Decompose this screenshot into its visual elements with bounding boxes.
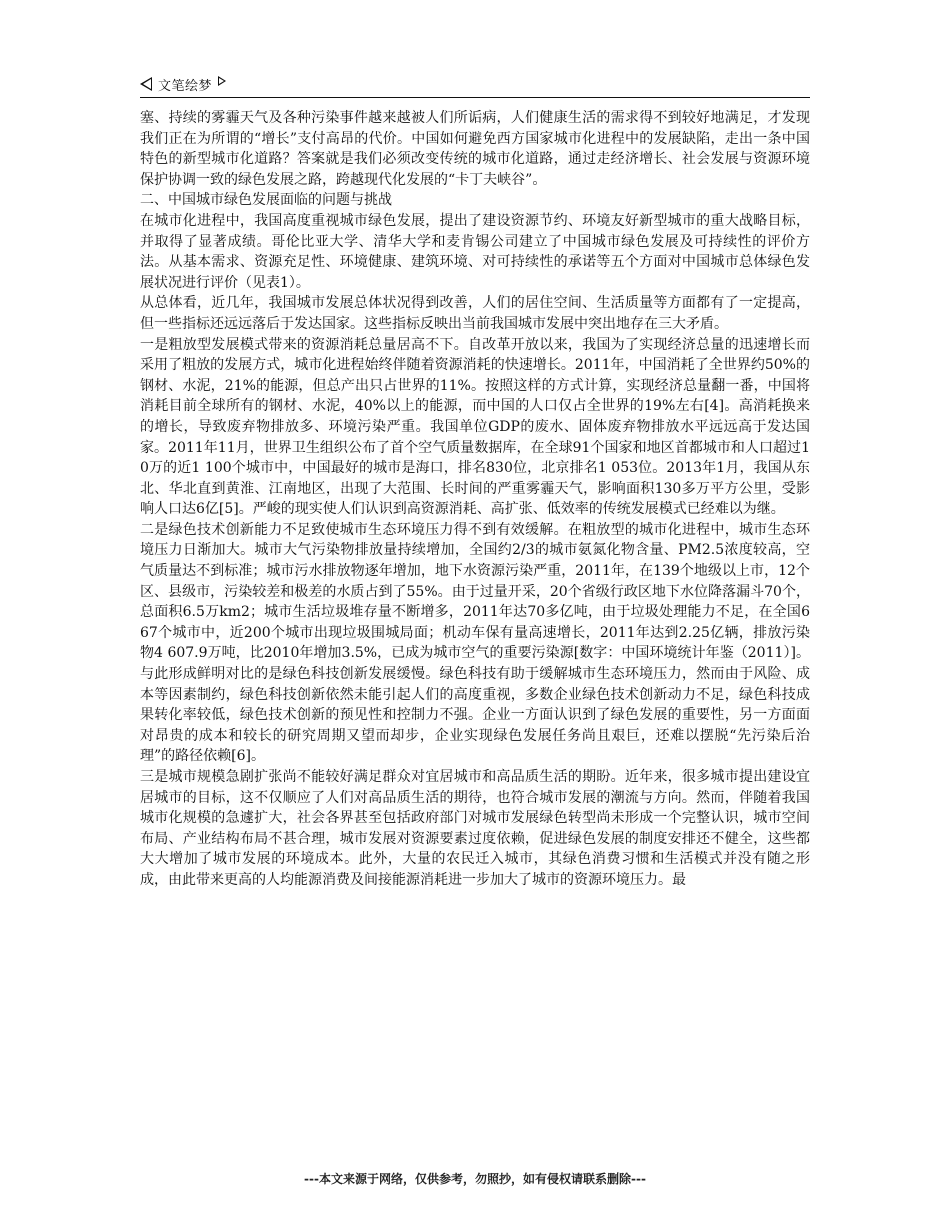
section-heading: 二、中国城市绿色发展面临的问题与挑战 — [140, 192, 392, 209]
paragraph: 三是城市规模急剧扩张尚不能较好满足群众对宜居城市和高品质生活的期盼。近年来，很多城市提出建设宜居城市的目标，这不仅顺应了人们对高品质生活的期待，也符合城市发展的潮流与方向。然而，伴随着我国城市化规模的急遽扩大，社会各界甚至包括政府部门对城市发展绿色转型尚未形成一个完整认识，城市空间布局、产业结构布局不甚合理，城市发展对资源要素过度依赖，促进绿色发展的制度安排还不健全，这些都大大增加了城市发展的环境成本。此外，大量的农民迁入城市，其绿色消费习惯和生活模式并没有随之形成，由此带来更高的人均能源消费及间接能源消耗进一步加大了城市的资源环境压力。最 — [140, 769, 810, 888]
paragraph: 在城市化进程中，我国高度重视城市绿色发展，提出了建设资源节约、环境友好新型城市的重大战略目标，并取得了显著成绩。哥伦比亚大学、清华大学和麦肯锡公司建立了中国城市绿色发展及可持续性的评价方法。从基本需求、资源充足性、环境健康、建筑环境、对可持续性的承诺等五个方面对中国城市总体绿色发展状况进行评价（见表1）。 — [140, 212, 810, 291]
triangle-right-icon — [218, 76, 226, 86]
paragraph: 二是绿色技术创新能力不足致使城市生态环境压力得不到有效缓解。在粗放型的城市化进程中，城市生态环境压力日渐加大。城市大气污染物排放量持续增加，全国约2/3的城市氨氮化物含量、PM2.5浓度较高，空气质量达不到标准；城市污水排放物逐年增加，地下水资源污染严重，2011年，在139个地级以上市，12个区、县级市，污染较差和极差的水质占到了55%。由于过量开采，20个省级行政区地下水位降落漏斗70个，总面积6.5万km2；城市生活垃圾堆存量不断增多，2011年达70多亿吨，由于垃圾处理能力不足，在全国667个城市中，近200个城市出现垃圾围城局面；机动车保有量高速增长，2011年达到2.25亿辆，排放污染物4 607.9万吨，比2010年增加3.5%，已成为城市空气的重要污染源[数字：中国环境统计年鉴（2011）]。与此形成鲜明对比的是绿色科技创新发展缓慢。绿色科技有助于缓解城市生态环境压力，然而由于风险、成本等因素制约，绿色科技创新依然未能引起人们的高度重视，多数企业绿色技术创新动力不足，绿色科技成果转化率较低，绿色技术创新的预见性和控制力不强。企业一方面认识到了绿色发展的重要性，另一方面面对昂贵的成本和较长的研究周期又望而却步，企业实现绿色发展任务尚且艰巨，还难以摆脱“先污染后治理”的路径依赖[6]。 — [140, 521, 810, 765]
header-divider — [140, 97, 810, 98]
paragraph: 从总体看，近几年，我国城市发展总体状况得到改善，人们的居住空间、生活质量等方面都有了一定提高，但一些指标还远远落后于发达国家。这些指标反映出当前我国城市发展中突出地存在三大矛盾。 — [140, 295, 810, 332]
document-body — [140, 108, 810, 891]
footer-disclaimer: ---本文来源于网络，仅供参考，勿照抄，如有侵权请联系删除--- — [304, 1172, 646, 1186]
paragraph: 一是粗放型发展模式带来的资源消耗总量居高不下。自改革开放以来，我国为了实现经济总量的迅速增长而采用了粗放的发展方式，城市化进程始终伴随着资源消耗的快速增长。2011年，中国消耗了全世界约50%的钢材、水泥，21%的能源，但总产出只占世界的11%。按照这样的方式计算，实现经济总量翻一番，中国将消耗目前全球所有的钢材、水泥，40%以上的能源，而中国的人口仅占全世界的19%左右[4]。高消耗换来的增长，导致废弃物排放多、环境污染严重。我国单位GDP的废水、固体废弃物排放水平远远高于发达国家。2011年11月，世界卫生组织公布了首个空气质量数据库，在全球91个国家和地区首都城市和人口超过10万的近1 100个城市中，中国最好的城市是海口，排名830位，北京排名1 053位。2013年1月，我国从东北、华北直到黄淮、江南地区，出现了大范围、长时间的严重雾霾天气，影响面积130多万平方公里，受影响人口达6亿[5]。严峻的现实使人们认识到高资源消耗、高扩张、低效率的传统发展模式已经难以为继。 — [140, 336, 810, 518]
header-title: 文笔绘梦 — [158, 78, 213, 94]
page-header — [140, 72, 810, 96]
triangle-left-icon — [140, 77, 152, 91]
paragraph: 塞、持续的雾霾天气及各种污染事件越来越被人们所诟病，人们健康生活的需求得不到较好地满足，才发现我们正在为所谓的“增长”支付高昂的代价。中国如何避免西方国家城市化进程中的发展缺陷，走出一条中国特色的新型城市化道路？答案就是我们必须改变传统的城市化道路，通过走经济增长、社会发展与资源环境保护协调一致的绿色发展之路，跨越现代化发展的“卡丁夫峡谷”。 — [140, 110, 810, 188]
